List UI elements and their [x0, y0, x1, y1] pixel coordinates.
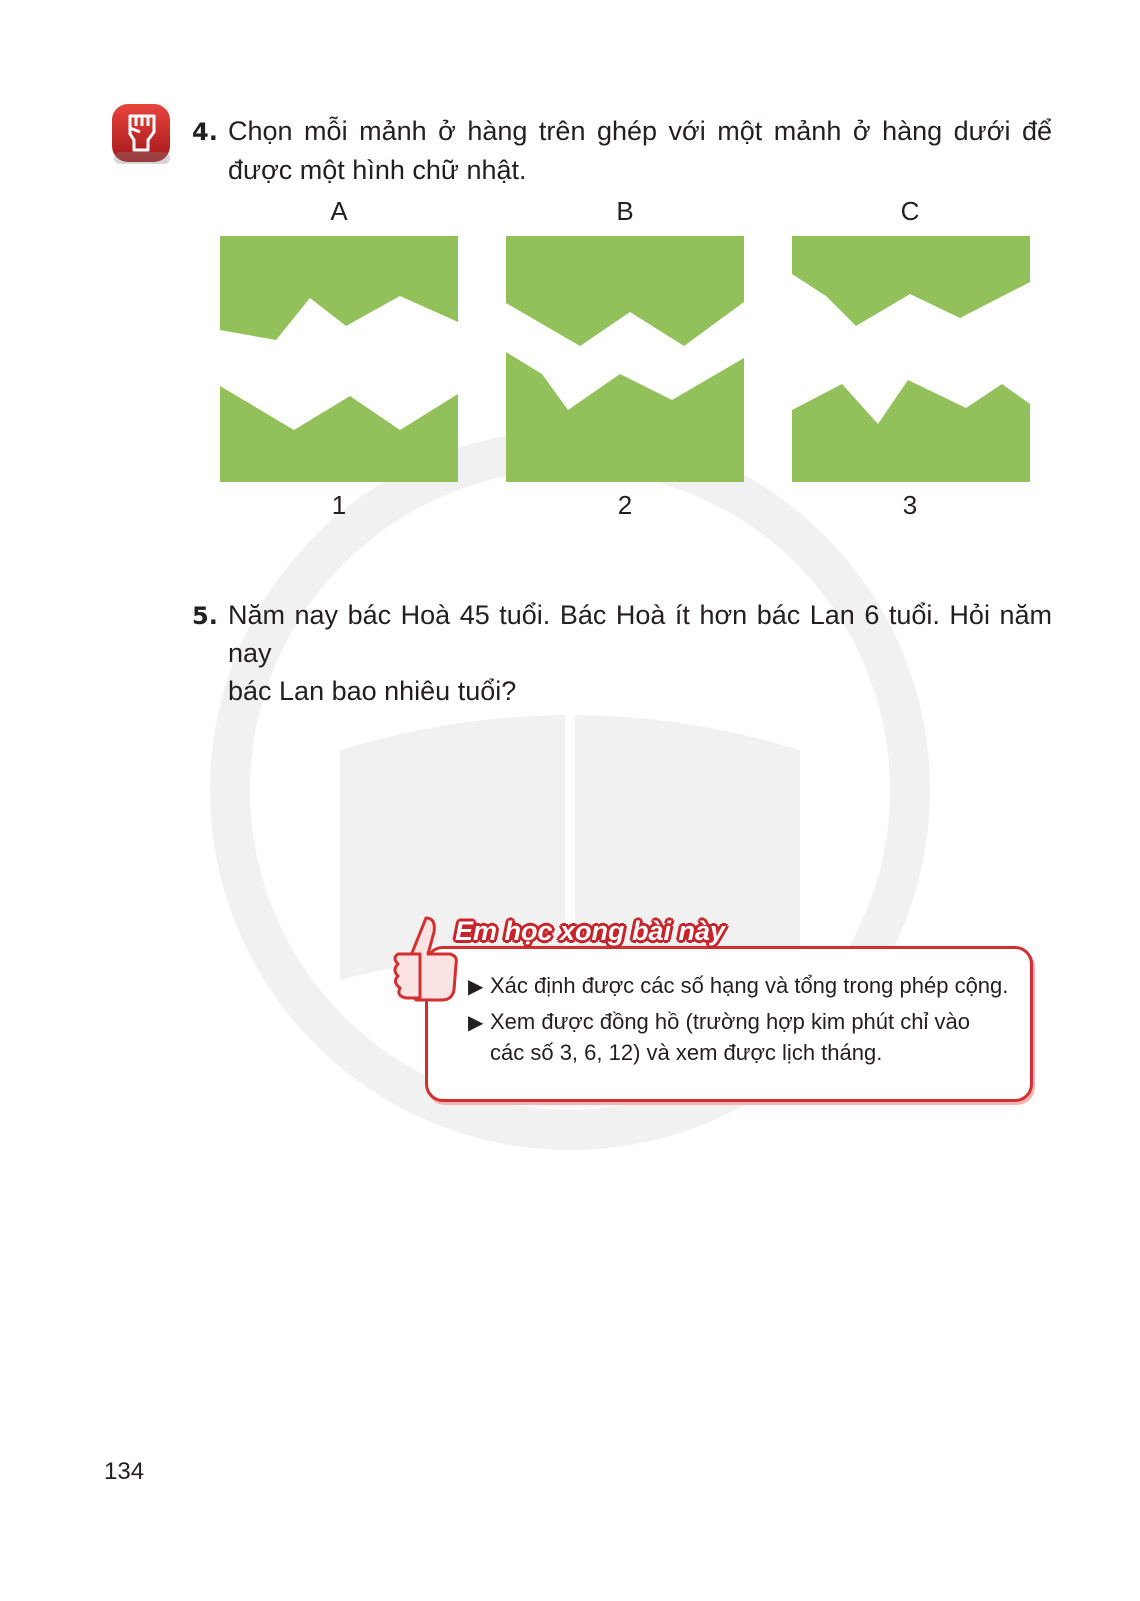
piece-label-1: 1 [331, 490, 347, 520]
bullet-triangle-icon: ▶ [468, 1012, 484, 1034]
piece-label-b: B [616, 196, 634, 226]
piece-1 [220, 386, 458, 482]
page-number: 134 [104, 1458, 145, 1485]
question-5 [192, 596, 1052, 710]
piece-label-2: 2 [617, 490, 633, 520]
puzzle-pieces [0, 0, 1140, 600]
summary-item-2-continued: các số 3, 6, 12) và xem được lịch tháng. [490, 1040, 883, 1065]
piece-c [792, 236, 1030, 326]
piece-a [220, 236, 458, 340]
summary-item-text: Xem được đồng hồ (trường hợp kim phút chỉ vào [490, 1009, 970, 1034]
summary-item-2 [468, 1006, 970, 1039]
question-text-line1: Năm nay bác Hoà 45 tuổi. Bác Hoà ít hơn bác Lan 6 tuổi. Hỏi năm nay [228, 600, 1052, 668]
summary-item-1 [468, 970, 1008, 1003]
piece-label-3: 3 [902, 490, 918, 520]
piece-label-a: A [330, 196, 348, 226]
piece-3 [792, 380, 1030, 482]
summary-title: Em học xong bài này [455, 916, 726, 946]
summary-item-text: Xác định được các số hạng và tổng trong phép cộng. [490, 973, 1009, 998]
piece-2 [506, 352, 744, 482]
thumbs-up-icon [392, 914, 462, 1024]
question-text-line2: được một hình chữ nhật. [228, 155, 527, 185]
question-number: 5. [192, 602, 218, 630]
question-text-line1: Chọn mỗi mảnh ở hàng trên ghép với một mảnh ở hàng dưới để [228, 116, 1052, 146]
piece-label-c: C [900, 196, 920, 226]
question-number: 4. [192, 118, 218, 146]
bullet-triangle-icon: ▶ [468, 976, 484, 998]
question-text-line2: bác Lan bao nhiêu tuổi? [228, 676, 517, 706]
piece-b [506, 236, 744, 346]
